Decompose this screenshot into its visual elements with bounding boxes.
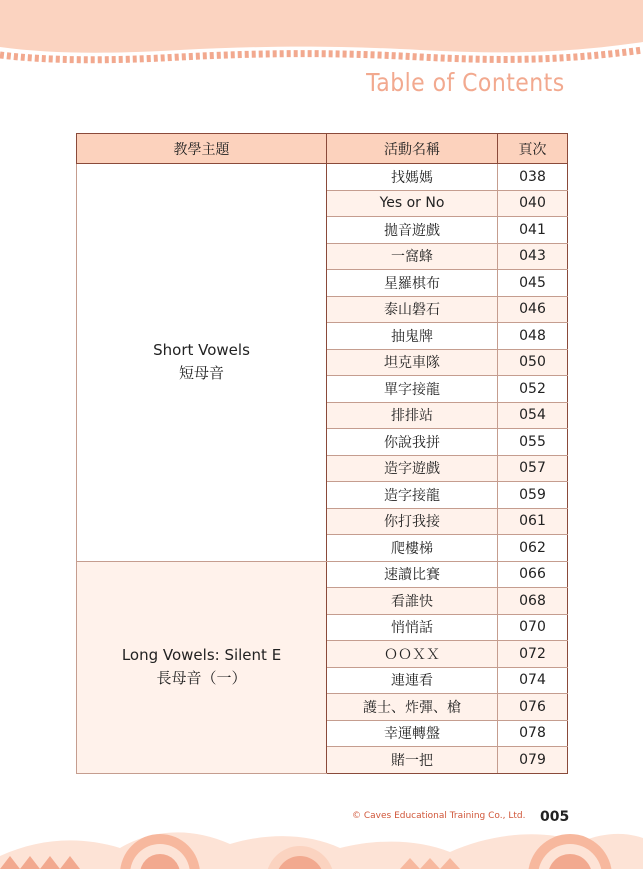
topic-chinese: 長母音（一） <box>156 669 247 687</box>
activity-cell: Yes or No <box>327 190 498 217</box>
page-cell: 074 <box>498 667 568 694</box>
bottom-decorative-pattern <box>0 818 643 869</box>
activity-cell: ＯＯＸＸ <box>327 641 498 668</box>
activity-cell: 造字接龍 <box>327 482 498 509</box>
activity-cell: 坦克車隊 <box>327 349 498 376</box>
page-cell: 050 <box>498 349 568 376</box>
activity-cell: 造字遊戲 <box>327 455 498 482</box>
page-cell: 040 <box>498 190 568 217</box>
page-cell: 043 <box>498 243 568 270</box>
page-cell: 055 <box>498 429 568 456</box>
publisher-credit: © Caves Educational Training Co., Ltd. <box>352 811 526 821</box>
page-cell: 045 <box>498 270 568 297</box>
activity-cell: 悄悄話 <box>327 614 498 641</box>
activity-cell: 看誰快 <box>327 588 498 615</box>
page-cell: 066 <box>498 561 568 588</box>
activity-cell: 賭一把 <box>327 747 498 774</box>
page-number: 005 <box>540 809 570 825</box>
top-wave-banner <box>0 0 643 70</box>
page-cell: 076 <box>498 694 568 721</box>
activity-cell: 星羅棋布 <box>327 270 498 297</box>
topic-cell <box>77 561 327 773</box>
page-cell: 046 <box>498 296 568 323</box>
table-row <box>77 561 568 588</box>
page-cell: 078 <box>498 720 568 747</box>
header-activity: 活動名稱 <box>327 134 498 164</box>
activity-cell: 泰山磐石 <box>327 296 498 323</box>
activity-cell: 排排站 <box>327 402 498 429</box>
page-cell: 068 <box>498 588 568 615</box>
page-cell: 070 <box>498 614 568 641</box>
activity-cell: 單字接龍 <box>327 376 498 403</box>
toc-body <box>77 164 568 774</box>
activity-cell: 速讀比賽 <box>327 561 498 588</box>
activity-cell: 幸運轉盤 <box>327 720 498 747</box>
toc-table <box>76 133 568 774</box>
page-cell: 057 <box>498 455 568 482</box>
table-row <box>77 164 568 191</box>
header-page: 頁次 <box>498 134 568 164</box>
activity-cell: 連連看 <box>327 667 498 694</box>
activity-cell: 抽鬼牌 <box>327 323 498 350</box>
page-cell: 052 <box>498 376 568 403</box>
activity-cell: 拋音遊戲 <box>327 217 498 244</box>
topic-english: Short Vowels <box>153 341 250 359</box>
activity-cell: 護士、炸彈、槍 <box>327 694 498 721</box>
page-cell: 038 <box>498 164 568 191</box>
page-cell: 079 <box>498 747 568 774</box>
activity-cell: 你說我拼 <box>327 429 498 456</box>
topic-cell <box>77 164 327 562</box>
page-cell: 059 <box>498 482 568 509</box>
page-cell: 048 <box>498 323 568 350</box>
page-cell: 072 <box>498 641 568 668</box>
activity-cell: 找媽媽 <box>327 164 498 191</box>
table-header-row <box>77 134 568 164</box>
topic-chinese: 短母音 <box>178 364 224 383</box>
page-cell: 061 <box>498 508 568 535</box>
page-cell: 062 <box>498 535 568 562</box>
activity-cell: 爬樓梯 <box>327 535 498 562</box>
page-cell: 041 <box>498 217 568 244</box>
page-cell: 054 <box>498 402 568 429</box>
activity-cell: 一窩蜂 <box>327 243 498 270</box>
topic-english: Long Vowels: Silent E <box>121 645 282 664</box>
activity-cell: 你打我接 <box>327 508 498 535</box>
header-topic: 教學主題 <box>77 134 327 164</box>
page-title: Table of Contents <box>366 68 565 97</box>
